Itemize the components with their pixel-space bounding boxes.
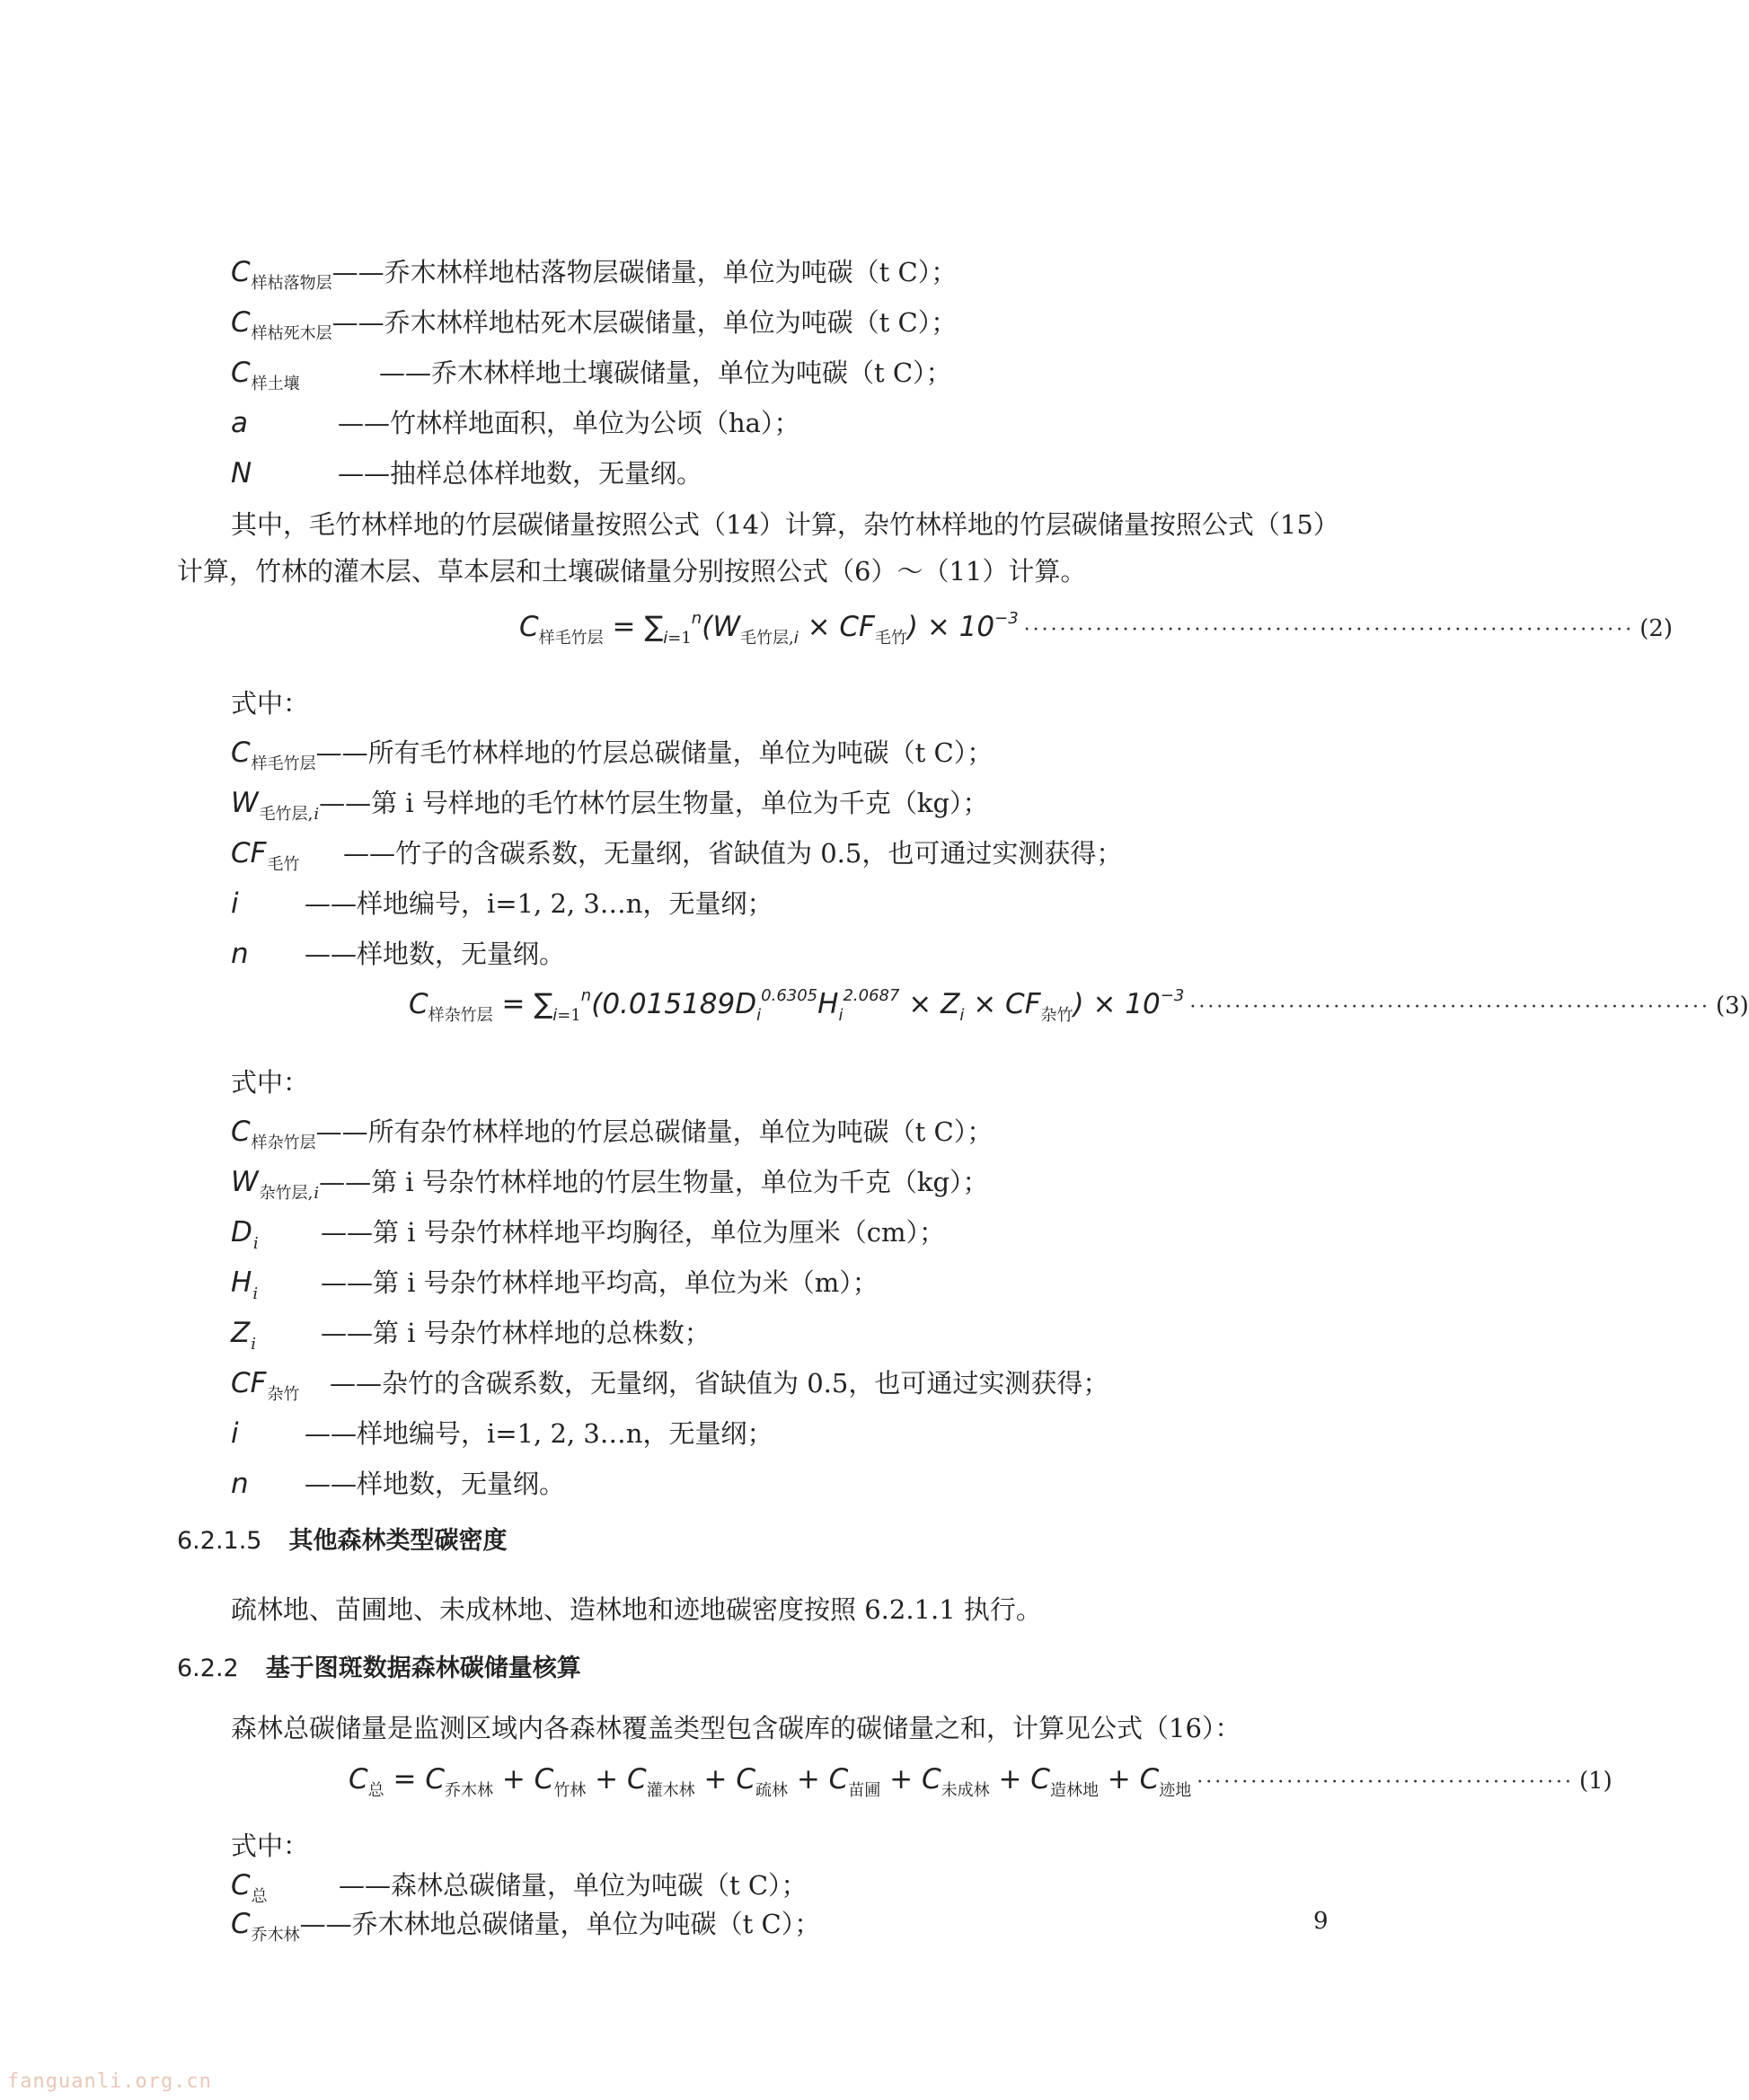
definition-text: ——第 i 号杂竹林样地的竹层生物量，单位为千克（kg）；: [319, 1167, 989, 1197]
definition-text: ——所有毛竹林样地的竹层总碳储量，单位为吨碳（t C）；: [315, 737, 994, 768]
paragraph: 疏林地、苗圃地、未成林地、造林地和迹地碳密度按照 6.2.1.1 执行。: [231, 1594, 1042, 1625]
definition-text: ——乔木林样地枯死木层碳储量，单位为吨碳（t C）；: [331, 307, 958, 338]
symbol: $CF_{毛竹}$: [231, 837, 300, 874]
paragraph: 森林总碳储量是监测区域内各森林覆盖类型包含碳库的碳储量之和，计算见公式（16）：: [231, 1713, 1241, 1743]
definition-text: ——第 i 号样地的毛竹林竹层生物量，单位为千克（kg）；: [319, 788, 989, 818]
definition-row: [231, 355, 952, 395]
paragraph: 其中，毛竹林样地的竹层碳储量按照公式（14）计算，杂竹林样地的竹层碳储量按照公式（15）计算，竹林的灌木层、草本层和土壤碳储量分别按照公式（6）～（11）计算。: [177, 509, 1339, 587]
definition-row: [231, 1214, 945, 1255]
definition-row: [231, 886, 773, 922]
definition-text: ——所有杂竹林样地的竹层总碳储量，单位为吨碳（t C）；: [315, 1116, 994, 1147]
section-heading: 6.2.2 基于图斑数据森林碳储量核算: [177, 1654, 581, 1682]
leader-dots: ··························································: [1189, 996, 1710, 1019]
formula-2: $C_{样毛竹层} = \sum_{i=1}^n(W_{毛竹层,i} \times CF_{毛竹}) \times 10^{-3}$ ···································································· (2): [519, 609, 1674, 648]
symbol: i: [231, 1417, 239, 1450]
symbol: $W_{杂竹层,i}$: [231, 1166, 320, 1203]
symbol: N: [231, 457, 252, 490]
symbol: $C_{样枯死木层}$: [231, 306, 332, 343]
definition-row: [231, 1164, 989, 1204]
symbol: $C_总$: [231, 1869, 268, 1906]
section-heading: 6.2.1.5 其他森林类型碳密度: [177, 1527, 508, 1555]
symbol: n: [231, 938, 249, 970]
definition-row: [231, 254, 957, 295]
formula-3: $C_{样杂竹层} = \sum_{i=1}^n(0.015189D_i^{0.6305}H_i^{2.0687} \times Z_i \times CF_{杂竹}) \times 10^{-3}$ ·························································· (3): [409, 986, 1749, 1025]
symbol: $W_{毛竹层,i}$: [231, 787, 320, 824]
symbol: $Z_i$: [231, 1317, 257, 1354]
definition-text: ——样地数，无量纲。: [305, 1469, 566, 1499]
definition-row: [231, 1265, 879, 1305]
formula-1: $C_总 = C_{乔木林} + C_{竹林} + C_{灌木林} + C_{疏林} + C_{苗圃} + C_{未成林} + C_{造林地} + C_{迹地}$ ·········································· (1): [349, 1763, 1612, 1800]
watermark: fanguanli.org.cn: [7, 2070, 212, 2093]
symbol: $C_{样土壤}$: [231, 357, 300, 393]
where-label: 式中：: [231, 1067, 310, 1098]
definition-row: [231, 835, 1122, 876]
symbol: n: [231, 1468, 249, 1500]
definition-text: ——抽样总体样地数，无量纲。: [338, 458, 703, 489]
definition-text: ——第 i 号杂竹林样地平均高，单位为米（m）；: [321, 1267, 879, 1298]
symbol: $H_i$: [231, 1266, 259, 1303]
definition-row: [231, 1365, 1109, 1406]
definition-text: ——乔木林样地枯落物层碳储量，单位为吨碳（t C）；: [331, 257, 958, 287]
symbol: $D_i$: [231, 1216, 259, 1253]
definition-text: ——第 i 号杂竹林样地平均胸径，单位为厘米（cm）；: [321, 1217, 945, 1248]
definition-row: [231, 1114, 993, 1154]
symbol: $C_{乔木林}$: [231, 1908, 300, 1945]
symbol: $C_{样杂竹层}$: [231, 1116, 316, 1152]
leader-dots: ····································································: [1023, 619, 1635, 641]
where-label: 式中：: [231, 1831, 310, 1861]
page-number: 9: [1313, 1908, 1329, 1935]
definition-text: ——样地数，无量纲。: [305, 939, 566, 969]
definition-text: ——森林总碳储量，单位为吨碳（t C）；: [339, 1870, 808, 1901]
equation-number: (1): [1579, 1768, 1612, 1795]
definition-row: [231, 1906, 820, 1946]
leader-dots: ··········································: [1197, 1771, 1574, 1794]
equation-number: (2): [1639, 615, 1674, 642]
definition-text: ——样地编号，i=1, 2, 3…n，无量纲；: [305, 888, 773, 919]
definition-row: [231, 304, 957, 345]
definition-row: [231, 1416, 773, 1451]
definition-row: [231, 785, 989, 825]
definition-row: [231, 1315, 711, 1355]
where-label: 式中：: [231, 688, 310, 719]
definition-row: [231, 1466, 565, 1502]
definition-text: ——竹子的含碳系数，无量纲，省缺值为 0.5，也可通过实测获得；: [343, 838, 1123, 869]
definition-row: [231, 735, 993, 775]
definition-row: [231, 455, 702, 491]
equation-number: (3): [1715, 993, 1749, 1019]
definition-text: ——第 i 号杂竹林样地的总株数；: [321, 1318, 711, 1348]
definition-row: [231, 936, 565, 972]
symbol: i: [231, 887, 239, 920]
definition-text: ——乔木林样地土壤碳储量，单位为吨碳（t C）；: [379, 357, 952, 388]
definition-text: ——样地编号，i=1, 2, 3…n，无量纲；: [305, 1418, 773, 1449]
definition-row: [231, 1867, 808, 1908]
symbol: $CF_{杂竹}$: [231, 1367, 300, 1404]
symbol: $C_{样毛竹层}$: [231, 737, 316, 773]
symbol: a: [231, 407, 248, 439]
symbol: $C_{样枯落物层}$: [231, 256, 332, 293]
definition-text: ——杂竹的含碳系数，无量纲，省缺值为 0.5，也可通过实测获得；: [330, 1368, 1109, 1399]
definition-row: [231, 405, 799, 441]
definition-text: ——乔木林地总碳储量，单位为吨碳（t C）；: [299, 1909, 821, 1939]
definition-text: ——竹林样地面积，单位为公顷（ha）；: [338, 408, 800, 438]
